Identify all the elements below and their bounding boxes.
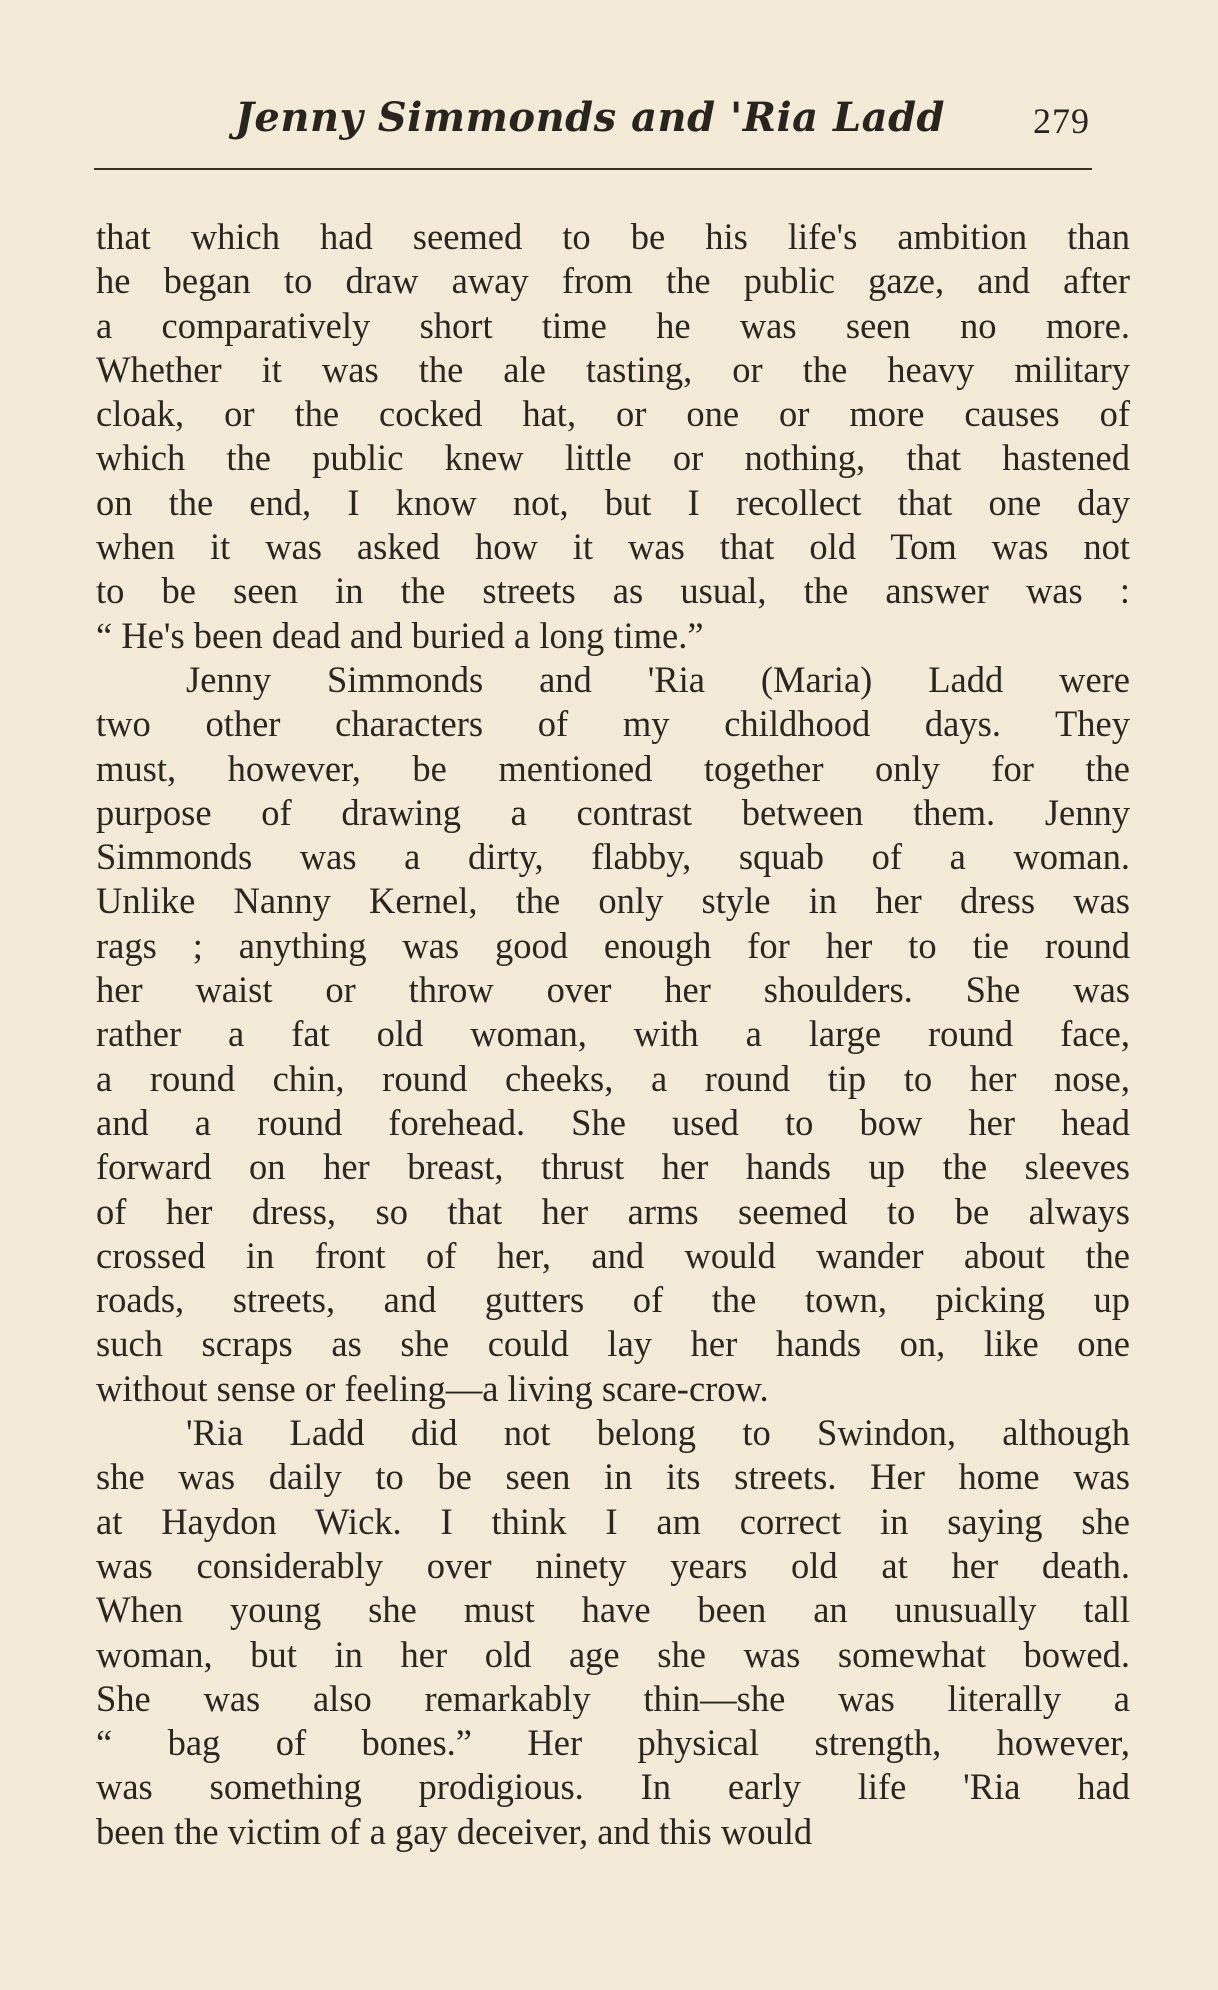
text-line: forward on her breast, thrust her hands up the sleeves xyxy=(96,1146,1130,1188)
text-line: was considerably over ninety years old at her death. xyxy=(96,1544,1130,1586)
text-line: without sense or feeling—a living scare-crow. xyxy=(96,1367,769,1409)
text-line: two other characters of my childhood days. They xyxy=(96,703,1130,745)
text-line: “ bag of bones.” Her physical strength, however, xyxy=(96,1722,1130,1764)
paragraph xyxy=(96,215,1130,658)
text-line: “ He's been dead and buried a long time.” xyxy=(96,614,704,656)
text-line: 'Ria Ladd did not belong to Swindon, although xyxy=(186,1412,1130,1454)
text-line: to be seen in the streets as usual, the answer was : xyxy=(96,570,1130,612)
running-title: Jenny Simmonds and 'Ria Ladd xyxy=(234,94,945,141)
text-line: her waist or throw over her shoulders. She was xyxy=(96,969,1130,1011)
text-line: Simmonds was a dirty, flabby, squab of a woman. xyxy=(96,836,1130,878)
text-line: purpose of drawing a contrast between them. Jenny xyxy=(96,791,1130,833)
text-line: Unlike Nanny Kernel, the only style in her dress was xyxy=(96,880,1130,922)
text-line: on the end, I know not, but I recollect that one day xyxy=(96,481,1130,523)
text-line: Whether it was the ale tasting, or the heavy military xyxy=(96,348,1130,390)
text-line: she was daily to be seen in its streets. Her home was xyxy=(96,1456,1130,1498)
text-line: a round chin, round cheeks, a round tip to her nose, xyxy=(96,1057,1130,1099)
text-line: Jenny Simmonds and 'Ria (Maria) Ladd were xyxy=(186,658,1130,700)
text-line: She was also remarkably thin—she was literally a xyxy=(96,1677,1130,1719)
text-line: must, however, be mentioned together only for the xyxy=(96,747,1130,789)
body-text xyxy=(96,215,1130,1854)
text-line: rather a fat old woman, with a large round face, xyxy=(96,1013,1130,1055)
paragraph xyxy=(96,1411,1130,1854)
text-line: woman, but in her old age she was somewhat bowed. xyxy=(96,1633,1130,1675)
text-line: which the public knew little or nothing, that hastened xyxy=(96,437,1130,479)
text-line: crossed in front of her, and would wander about the xyxy=(96,1234,1130,1276)
text-line: at Haydon Wick. I think I am correct in saying she xyxy=(96,1500,1130,1542)
text-line: when it was asked how it was that old Tom was not xyxy=(96,526,1130,568)
text-line: of her dress, so that her arms seemed to be always xyxy=(96,1190,1130,1232)
text-line: rags ; anything was good enough for her to tie round xyxy=(96,924,1130,966)
paragraph xyxy=(96,658,1130,1411)
page-number: 279 xyxy=(1033,101,1090,141)
text-line: When young she must have been an unusually tall xyxy=(96,1589,1130,1631)
text-line: such scraps as she could lay her hands on, like one xyxy=(96,1323,1130,1365)
text-line: roads, streets, and gutters of the town, picking up xyxy=(96,1279,1130,1321)
text-line: was something prodigious. In early life 'Ria had xyxy=(96,1766,1130,1808)
text-line: cloak, or the cocked hat, or one or more causes of xyxy=(96,393,1130,435)
text-line: been the victim of a gay deceiver, and this would xyxy=(96,1810,813,1852)
text-line: he began to draw away from the public gaze, and after xyxy=(96,260,1130,302)
header-rule xyxy=(94,168,1092,170)
running-head xyxy=(90,88,1090,158)
text-line: that which had seemed to be his life's ambition than xyxy=(96,216,1130,257)
text-line: a comparatively short time he was seen no more. xyxy=(96,304,1130,346)
text-line: and a round forehead. She used to bow her head xyxy=(96,1101,1130,1143)
